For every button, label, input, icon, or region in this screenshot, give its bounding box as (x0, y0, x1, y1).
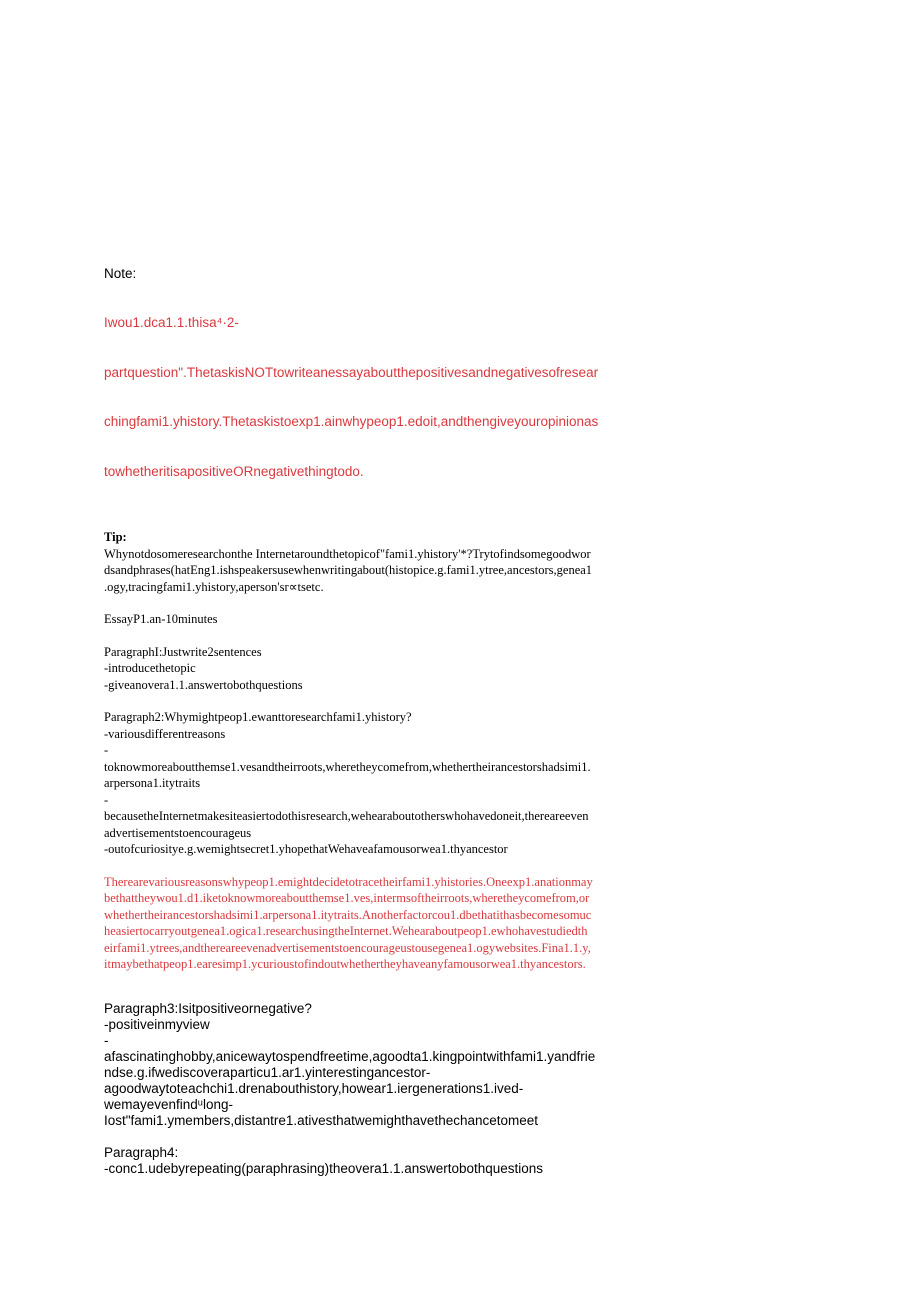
sample-paragraph (104, 874, 624, 973)
p1-line: -giveanovera1.1.answertobothquestions (104, 677, 303, 692)
note-section (104, 266, 624, 513)
p3-line: agoodwaytoteachchi1.drenabouthistory,howear1.iergenerations1.ived- (104, 1080, 524, 1096)
p2-line: -variousdifferentreasons (104, 726, 226, 741)
tip-line: .ogy,tracingfami1.yhistory,aperson'sr∝tsetc. (104, 579, 324, 594)
paragraph3-plan (104, 1001, 624, 1129)
note-line: partquestion".ThetaskisNOTtowriteanessayaboutthepositivesandnegativesofresear (104, 364, 599, 380)
p2-line: advertisementstoencourageus (104, 825, 252, 840)
sample-line: itmaybethatpeop1.earesimp1.ycurioustofindoutwhethertheyhaveanyfamousorwea1.thyancestors. (104, 957, 586, 971)
paragraph4-plan (104, 1145, 624, 1177)
p1-line: -introducethetopic (104, 661, 196, 675)
p2-line: Paragraph2:Whymightpeop1.ewanttoresearchfami1.yhistory? (104, 710, 412, 724)
p1-line: ParagraphI:Justwrite2sentences (104, 644, 262, 659)
p3-line: wemayevenfindᵘlong- (104, 1096, 233, 1112)
tip-label: Tip: (104, 530, 127, 544)
paragraph1-plan (104, 644, 624, 694)
note-line: towhetheritisapositiveORnegativethingtodo. (104, 463, 364, 479)
sample-line: whethertheirancestorshadsimi1.arpersona1.itytraits.Anotherfactorcou1.dbethatithasbecomesomuc (104, 907, 592, 922)
note-line: Iwou1.dca1.1.thisa⁴·2- (104, 315, 239, 330)
tip-line: Whynotdosomeresearchonthe Internetaroundthetopicof"fami1.yhistory'*?Trytofindsomegoodwor (104, 546, 591, 561)
p3-line: - (104, 1032, 109, 1048)
p2-line: becausetheInternetmakesiteasiertodothisresearch,wehearaboutotherswhohavedoneit,thereareeven (104, 809, 589, 823)
paragraph2-plan (104, 709, 624, 858)
plan-heading (104, 611, 624, 628)
p4-line: -conc1.udebyrepeating(paraphrasing)theovera1.1.answertobothquestions (104, 1160, 544, 1176)
p2-line: -outofcuriosityе.g.wemightsecret1.yhopethatWehaveafamousorwea1.thyancestor (104, 842, 508, 856)
sample-line: bethattheywou1.d1.iketoknowmoreaboutthemse1.ves,intermsoftheirroots,wheretheycomefrom,or (104, 891, 590, 905)
tip-section (104, 529, 624, 595)
p3-line: -positiveinmyview (104, 1016, 210, 1032)
p3-line: ndse.g.ifwediscoveraparticu1.ar1.yinterestingancestor- (104, 1064, 431, 1080)
document-page (104, 266, 624, 1177)
note-text (104, 282, 624, 513)
p2-line: toknowmoreaboutthemse1.vesandtheirroots,wheretheycomefrom,whethertheirancestorshadsimi1. (104, 759, 591, 774)
p2-line: - (104, 743, 109, 757)
p2-line: - (104, 792, 109, 807)
p4-line: Paragraph4: (104, 1144, 179, 1160)
p2-line: arpersona1.itytraits (104, 776, 201, 790)
sample-line: eirfami1.ytrees,andthereareevenadvertisementstoencourageustousegenea1.ogywebsites.Fina1.1.y, (104, 940, 591, 955)
tip-line: dsandphrases(hatEng1.ishspeakersusewhenwritingabout(histopice.g.fami1.ytree,ancestors,genea1 (104, 563, 593, 577)
p3-line: afascinatinghobby,anicewaytospendfreetime,agoodta1.kingpointwithfami1.yandfrie (104, 1048, 596, 1064)
p3-line: Iost"fami1.ymembers,distantre1.ativesthatwemighthavethechancetomeet (104, 1112, 539, 1128)
note-label: Note: (104, 266, 137, 281)
sample-line: Therearevariousreasonswhypeop1.emightdecidetotracetheirfami1.yhistories.Oneexp1.anationmay (104, 874, 593, 889)
note-line: chingfami1.yhistory.Thetaskistoexp1.ainwhypeop1.edoit,andthengiveyouropinionas (104, 414, 599, 429)
sample-line: heasiertocarryoutgenea1.ogica1.researchusingtheInternet.Wehearaboutpeop1.ewhohavestudiedth (104, 924, 588, 938)
plan-title: EssayP1.an-10minutes (104, 612, 218, 626)
p3-line: Paragraph3:Isitpositiveornegative? (104, 1000, 312, 1016)
